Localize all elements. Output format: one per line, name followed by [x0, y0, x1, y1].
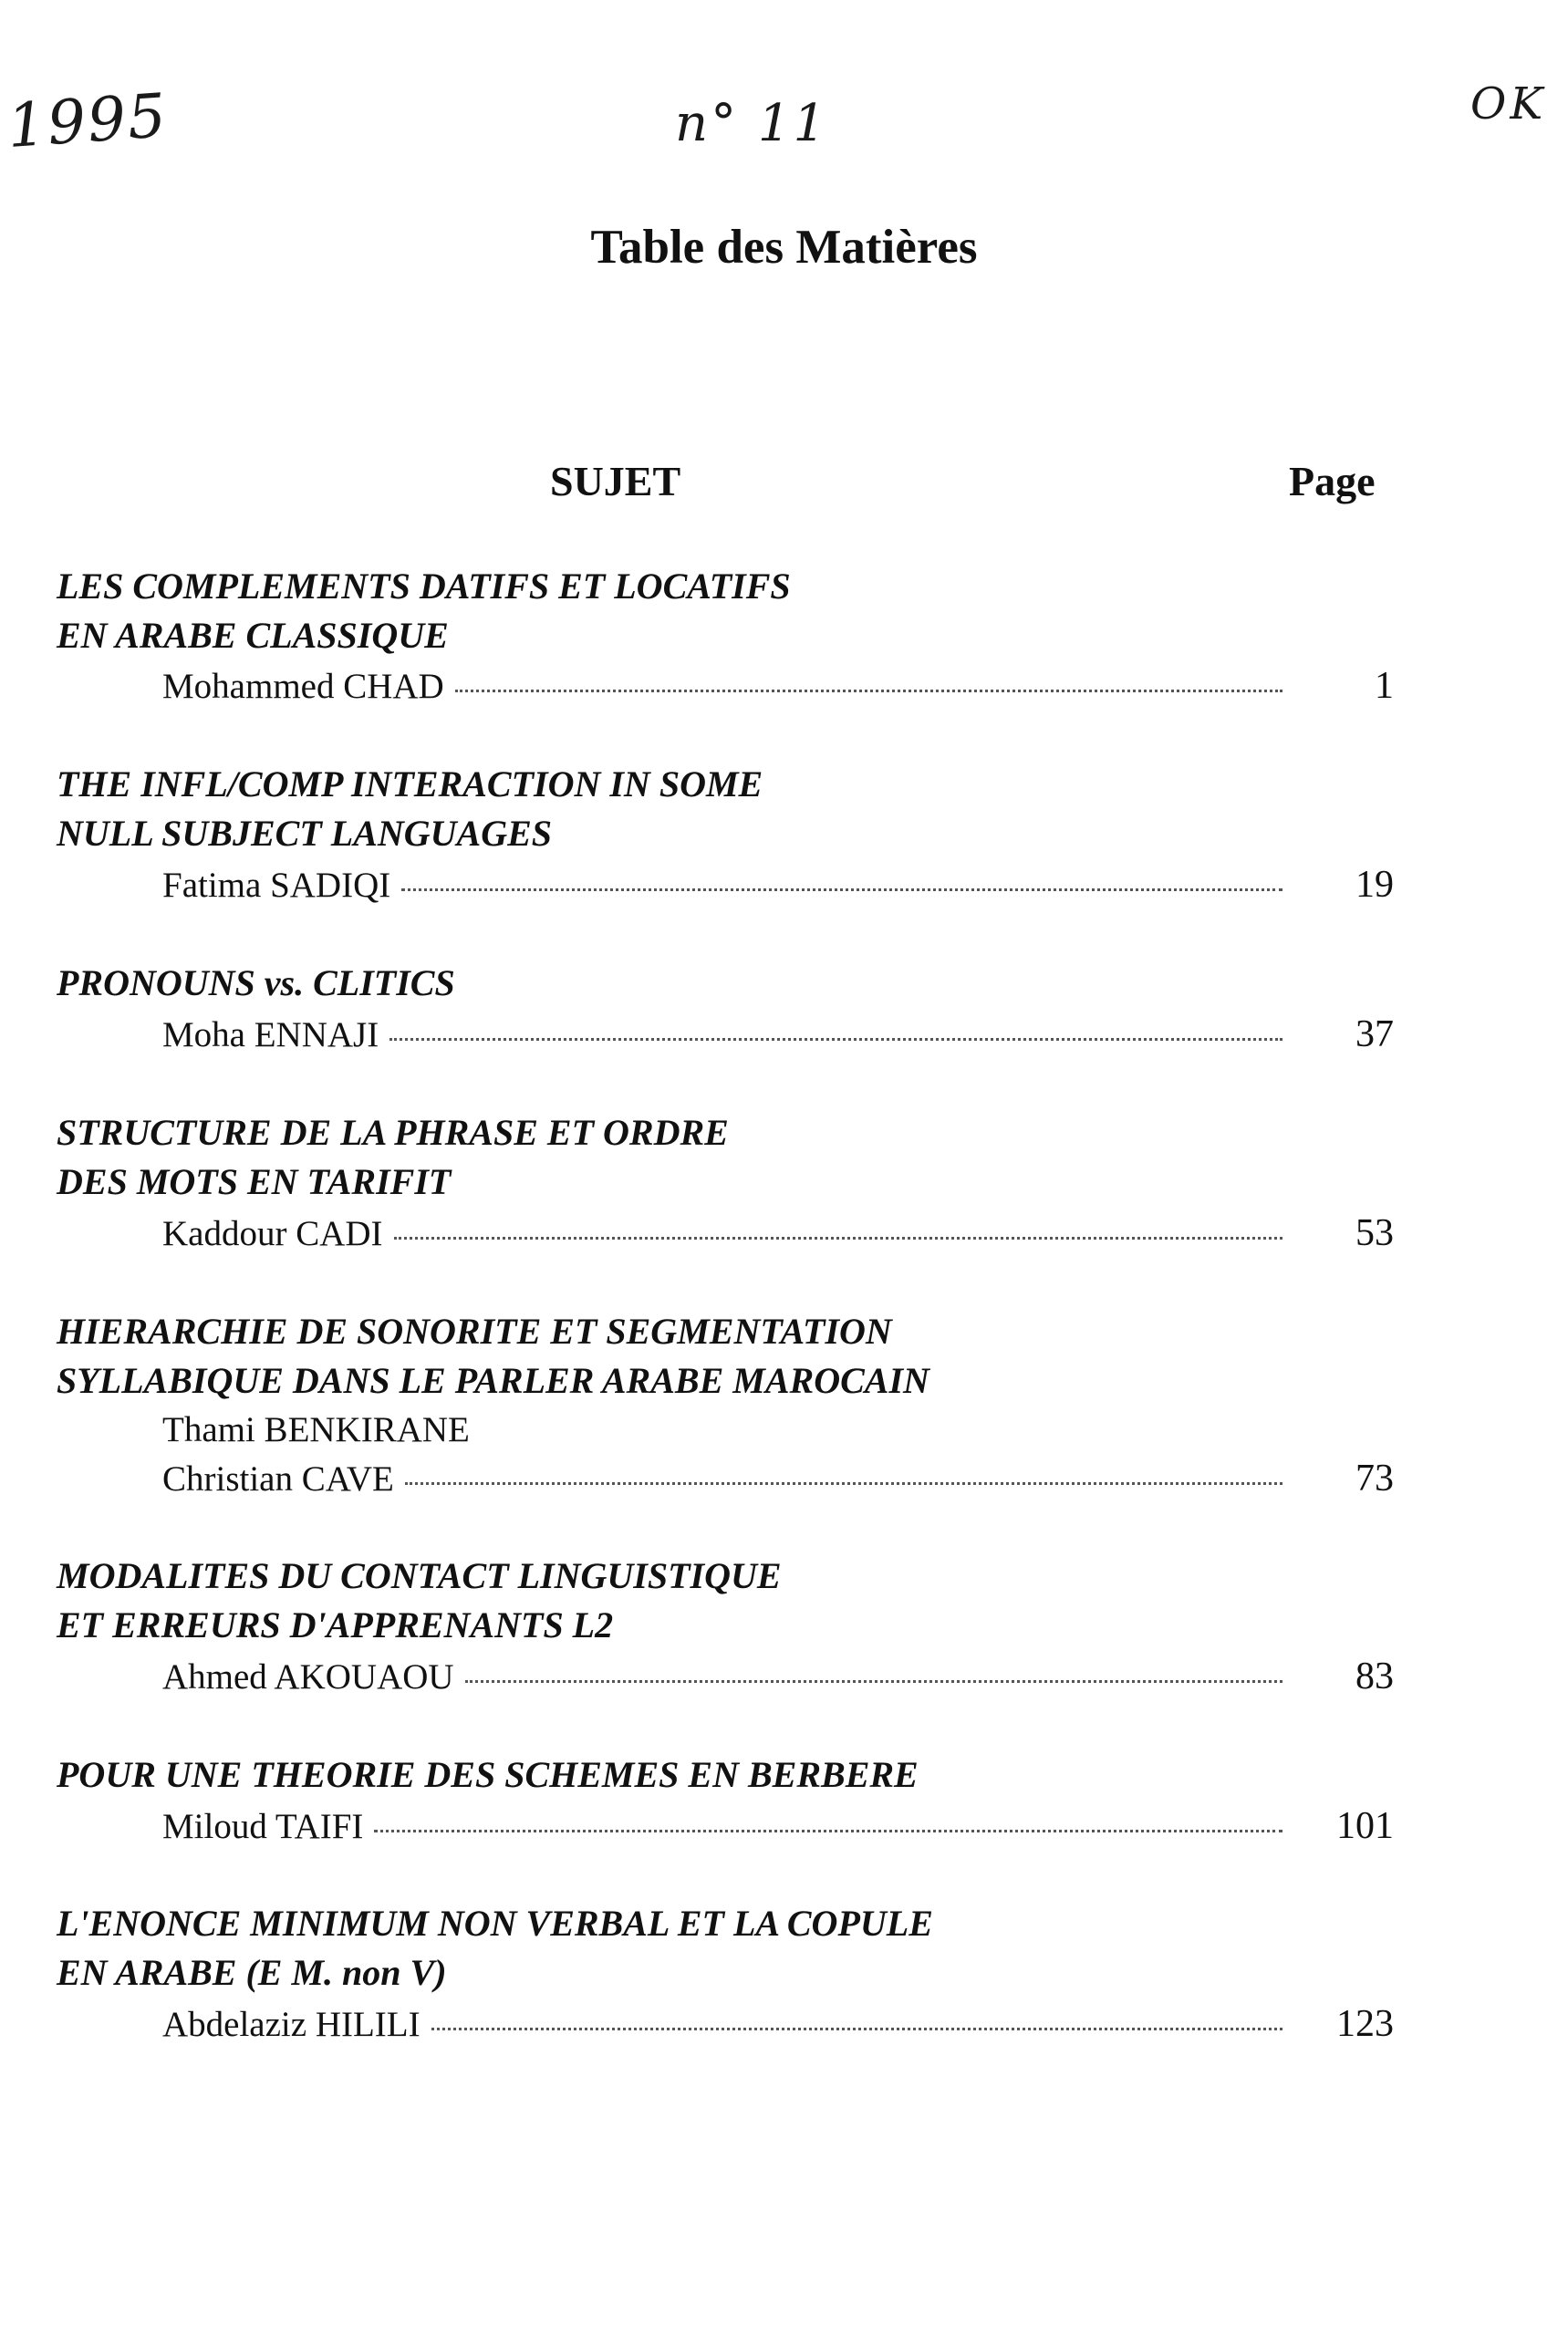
- subject-column-heading: SUJET: [550, 458, 681, 504]
- entry-title-line: LES COMPLEMENTS DATIFS ET LOCATIFS: [57, 566, 791, 607]
- entry-title-line: HIERARCHIE DE SONORITE ET SEGMENTATION: [57, 1311, 892, 1352]
- entry-title-line: POUR UNE THEORIE DES SCHEMES EN BERBERE: [57, 1754, 919, 1795]
- page-number: 1: [1375, 665, 1394, 707]
- dot-leader: [465, 1680, 1282, 1683]
- entry-title-line: ET ERREURS D'APPRENANTS L2: [57, 1604, 614, 1645]
- page-title: Table des Matières: [590, 221, 978, 274]
- page-number: 83: [1355, 1656, 1394, 1697]
- author-line: [162, 1214, 1394, 1252]
- dot-leader: [401, 888, 1282, 891]
- dot-leader: [394, 1237, 1282, 1240]
- author-line: [162, 1412, 1394, 1448]
- dot-leader: [431, 2028, 1282, 2030]
- author-name: Miloud TAIFI: [162, 1807, 364, 1846]
- author-line: [162, 1459, 1394, 1498]
- author-name: Ahmed AKOUAOU: [162, 1657, 454, 1697]
- author-line: [162, 866, 1394, 904]
- entry-title-line: MODALITES DU CONTACT LINGUISTIQUE: [57, 1555, 782, 1596]
- handwritten-issue-number: n° 11: [675, 94, 829, 153]
- author-line: [162, 1807, 1394, 1845]
- entry-title-line: EN ARABE (E M. non V): [57, 1952, 447, 1993]
- page-number: 101: [1336, 1805, 1394, 1847]
- author-line: [162, 667, 1394, 705]
- author-name: Thami BENKIRANE: [162, 1410, 470, 1449]
- page-number: 53: [1355, 1212, 1394, 1254]
- dot-leader: [405, 1482, 1282, 1485]
- author-name: Mohammed CHAD: [162, 667, 444, 706]
- author-name: Christian CAVE: [162, 1459, 394, 1499]
- entry-title-line: NULL SUBJECT LANGUAGES: [57, 813, 553, 854]
- author-name: Moha ENNAJI: [162, 1015, 379, 1054]
- handwritten-year-annotation: 1995: [5, 79, 171, 162]
- author-line: [162, 2005, 1394, 2043]
- page-number: 123: [1336, 2003, 1394, 2045]
- handwritten-ok-mark: OK: [1470, 78, 1547, 130]
- entry-title-line: THE INFL/COMP INTERACTION IN SOME: [57, 763, 763, 804]
- dot-leader: [389, 1038, 1282, 1041]
- entry-title-line: STRUCTURE DE LA PHRASE ET ORDRE: [57, 1112, 729, 1153]
- dot-leader: [455, 690, 1282, 692]
- page-column-heading: Page: [1289, 458, 1376, 504]
- author-line: [162, 1015, 1394, 1054]
- entry-title-line: SYLLABIQUE DANS LE PARLER ARABE MAROCAIN: [57, 1360, 929, 1401]
- entry-title-line: PRONOUNS vs. CLITICS: [57, 962, 455, 1003]
- page-number: 73: [1355, 1458, 1394, 1500]
- author-name: Abdelaziz HILILI: [162, 2005, 421, 2044]
- page-number: 37: [1355, 1013, 1394, 1055]
- page-number: 19: [1355, 864, 1394, 906]
- author-line: [162, 1657, 1394, 1696]
- author-name: Fatima SADIQI: [162, 866, 391, 905]
- entry-title-line: EN ARABE CLASSIQUE: [57, 615, 449, 656]
- dot-leader: [374, 1830, 1282, 1832]
- author-name: Kaddour CADI: [162, 1214, 383, 1253]
- entry-title-line: L'ENONCE MINIMUM NON VERBAL ET LA COPULE: [57, 1903, 933, 1944]
- entry-title-line: DES MOTS EN TARIFIT: [57, 1161, 452, 1202]
